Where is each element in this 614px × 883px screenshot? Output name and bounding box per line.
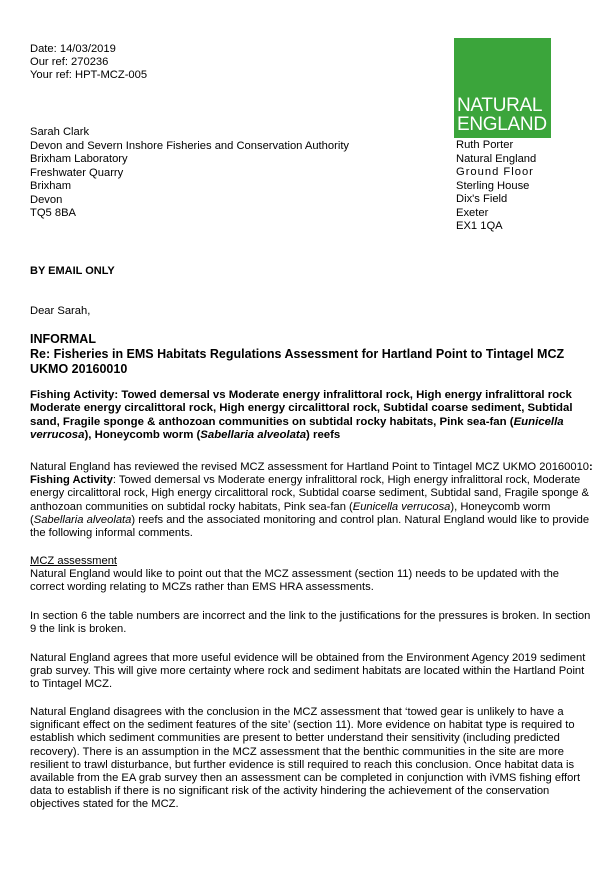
subject-heading: Re: Fisheries in EMS Habitats Regulations Assessment for Hartland Point to Tintagel MCZ UKMO 20160010 (30, 347, 565, 376)
natural-england-logo (454, 38, 551, 138)
recipient-line: TQ5 8BA (30, 207, 77, 219)
paragraph-bold: : Fishing Activity (30, 461, 593, 487)
wording-paragraph: Natural England would like to point out that the MCZ assessment (section 11) needs to be updated with the correct wording relating to MCZs rather than EMS HRA assessments. (30, 568, 560, 594)
paragraph-text: Natural England has reviewed the revised MCZ assessment for Hartland Point to Tintagel MCZ UKMO 20160010 (30, 461, 590, 473)
by-email-notice: BY EMAIL ONLY (30, 265, 115, 277)
fishing-activity-heading (30, 389, 595, 442)
reference-block (30, 43, 147, 82)
activity-species: Sabellaria alveolata (200, 428, 307, 441)
recipient-line: Devon and Severn Inshore Fisheries and Conservation Authority (30, 139, 350, 152)
sender-line: Sterling House (456, 179, 530, 192)
sender-address (456, 139, 536, 234)
conclusion-paragraph: Natural England disagrees with the conclusion in the MCZ assessment that ‘towed gear is unlikely to have a significant effect on the sediment features of the site’ (section 11). More evidence on habitat type is required to establish which sediment communities are present to better understand their sensitivity (including predicted recovery). There is an assumption in the MCZ assessment that the benthic communities in the site are more resilient to trawl disturbance, but further evidence is still required to reach this conclusion. Once habitat data is available from the EA grab survey then an assessment can be completed in conjunction with iVMS fishing effort data to establish if there is no significant risk of the activity hindering the achievement of the conservation objectives stated for the MCZ. (30, 706, 581, 811)
recipient-line: Freshwater Quarry (30, 166, 124, 179)
sender-line: Ruth Porter (456, 139, 514, 151)
recipient-address (30, 126, 349, 221)
logo-text-line2: ENGLAND (457, 114, 547, 135)
activity-species: Eunicella verrucosa (30, 415, 564, 441)
sender-line: Ground Floor (456, 166, 534, 178)
review-paragraph (30, 461, 595, 540)
date-line: Date: 14/03/2019 (30, 43, 116, 55)
paragraph-text: ), Honeycomb worm ( (30, 500, 551, 526)
activity-text: ) reefs (306, 428, 341, 441)
paragraph-species: Sabellaria alveolata (33, 513, 132, 526)
logo-text-line1: NATURAL (457, 95, 543, 116)
activity-text: Fishing Activity: Towed demersal vs Moderate energy infralittoral rock, High energy infralittoral rock Moderate energy circalittoral rock, High energy circalittoral rock, Subtidal coarse sediment, Subtidal sand, Fragile sponge & anthozoan communities on subtidal rocky habitats, Pink sea-fan ( (30, 389, 573, 428)
our-ref-line: Our ref: 270236 (30, 56, 109, 68)
sender-line: EX1 1QA (456, 220, 503, 232)
activity-text: ), Honeycomb worm ( (84, 428, 201, 441)
sender-line: Natural England (456, 152, 537, 165)
recipient-line: Sarah Clark (30, 126, 90, 138)
evidence-paragraph: Natural England agrees that more useful evidence will be obtained from the Environment Agency 2019 sediment grab survey. This will give more certainty where rock and sediment habitats are located within the Hartland Point to Tintagel MCZ. (30, 652, 586, 691)
recipient-line: Devon (30, 193, 63, 206)
recipient-line: Brixham Laboratory (30, 153, 128, 165)
paragraph-text: ) reefs and the associated monitoring and control plan. Natural England would like to provide the following informal comments. (30, 513, 590, 540)
sender-line: Dix's Field (456, 193, 508, 205)
informal-heading: INFORMAL (30, 332, 96, 346)
your-ref-line: Your ref: HPT-MCZ-005 (30, 69, 148, 81)
paragraph-species: Eunicella verrucosa (352, 500, 451, 513)
mcz-assessment-heading: MCZ assessment (30, 555, 118, 567)
sender-line: Exeter (456, 206, 489, 219)
paragraph-text: : Towed demersal vs Moderate energy infralittoral rock, High energy infralittoral rock, Moderate energy circalittoral rock, High energy circalittoral rock, Subtidal coarse sediment, Subtidal sand, Fragile sponge & anthozoan communities on subtidal rocky habitats, Pink sea-fan ( (30, 474, 590, 513)
section-links-paragraph: In section 6 the table numbers are incorrect and the link to the justifications for the pressures is broken. In section 9 the link is broken. (30, 610, 591, 636)
recipient-line: Brixham (30, 180, 72, 192)
salutation: Dear Sarah, (30, 305, 91, 317)
